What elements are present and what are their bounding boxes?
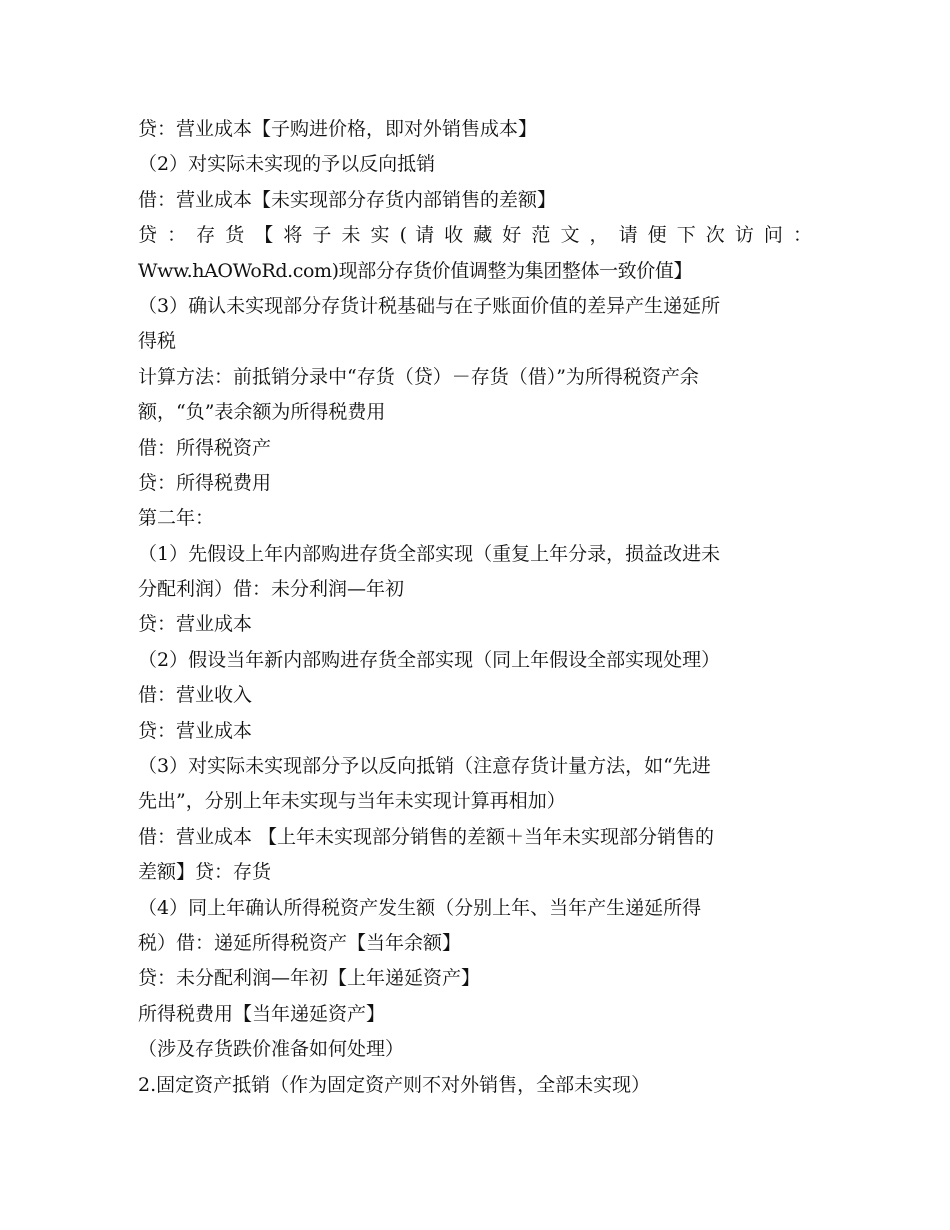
- text-line: （2）假设当年新内部购进存货全部实现（同上年假设全部实现处理）: [138, 648, 721, 671]
- text-line: 贷：营业成本: [138, 613, 253, 636]
- text-line: （3）确认未实现部分存货计税基础与在子账面价值的差异产生递延所: [138, 294, 721, 317]
- text-line: 借：营业收入: [138, 684, 253, 707]
- text-line: （3）对实际未实现部分予以反向抵销（注意存货计量方法，如“先进: [138, 755, 711, 778]
- text-line: 贷：未分配利润—年初【上年递延资产】: [138, 967, 481, 990]
- text-line: 所得税费用【当年递延资产】: [138, 1002, 386, 1025]
- text-line: （涉及存货跌价准备如何处理）: [138, 1038, 405, 1061]
- text-line: 贷 ： 存 货 【 将 子 未 实 ( 请 收 藏 好 范 文 ， 请 便 下 次 访 问 ：: [138, 224, 812, 247]
- text-line: 第二年：: [138, 507, 215, 530]
- text-line: 借：营业成本 【上年未实现部分销售的差额＋当年未实现部分销售的: [138, 825, 715, 848]
- text-line: 税）借：递延所得税资产【当年余额】: [138, 931, 462, 954]
- text-line: 差额】贷：存货: [138, 861, 272, 884]
- document-body: [138, 112, 812, 1103]
- text-line: 计算方法：前抵销分录中“存货（贷）－存货（借）”为所得税资产余: [138, 365, 699, 388]
- text-line: 得税: [138, 330, 177, 353]
- text-line: 2.固定资产抵销（作为固定资产则不对外销售，全部未实现）: [138, 1073, 651, 1096]
- text-line: 分配利润）借：未分利润—年初: [138, 578, 405, 601]
- text-line: （4）同上年确认所得税资产发生额（分别上年、当年产生递延所得: [138, 896, 702, 919]
- text-line: 借：营业成本【未实现部分存货内部销售的差额】: [138, 188, 557, 211]
- text-line: Www.hAOWoRd.com)现部分存货价值调整为集团整体一致价值】: [138, 259, 693, 282]
- text-line: （1）先假设上年内部购进存货全部实现（重复上年分录，损益改进未: [138, 542, 721, 565]
- text-line: 贷：营业成本: [138, 719, 253, 742]
- text-line: （2）对实际未实现的予以反向抵销: [138, 153, 436, 176]
- text-line: 先出”，分别上年未实现与当年未实现计算再相加）: [138, 790, 566, 813]
- text-line: 借：所得税资产: [138, 436, 272, 459]
- text-line: 贷：营业成本【子购进价格，即对外销售成本】: [138, 118, 538, 140]
- text-line: 额，“负”表余额为所得税费用: [138, 401, 386, 424]
- text-line: 贷：所得税费用: [138, 471, 272, 494]
